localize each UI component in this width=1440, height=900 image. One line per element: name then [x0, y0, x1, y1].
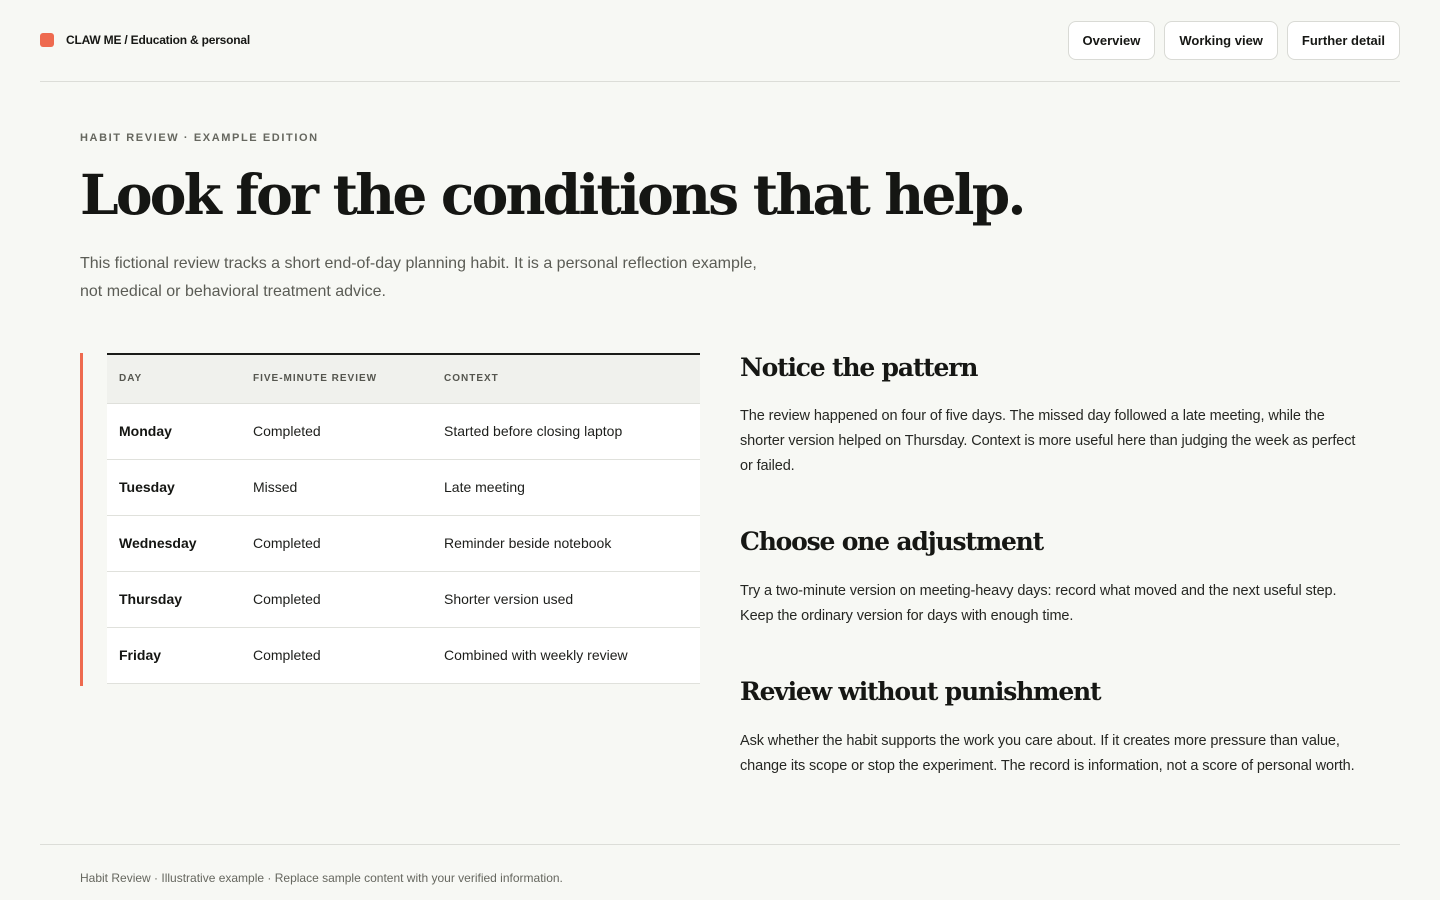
cell-day: Wednesday [107, 515, 241, 571]
nav-further-detail-button[interactable]: Further detail [1287, 21, 1400, 60]
cell-review: Completed [241, 627, 432, 683]
cell-day: Monday [107, 403, 241, 459]
cell-review: Completed [241, 515, 432, 571]
brand[interactable] [40, 33, 250, 47]
table-row [107, 627, 700, 683]
table-row [107, 515, 700, 571]
table-row [107, 571, 700, 627]
column-header-context: CONTEXT [432, 354, 700, 403]
table-row [107, 403, 700, 459]
cell-day: Thursday [107, 571, 241, 627]
note-body-review: Ask whether the habit supports the work you care about. If it creates more pressure than value, change its scope or stop the experiment. The record is information, not a score of personal worth. [740, 733, 1355, 774]
table-row [107, 459, 700, 515]
table-header-row [107, 354, 700, 403]
column-header-review: FIVE-MINUTE REVIEW [241, 354, 432, 403]
habit-table-panel [80, 353, 700, 686]
cell-context: Reminder beside notebook [432, 515, 700, 571]
brand-label: CLAW ME / Education & personal [66, 33, 251, 47]
eyebrow-label: HABIT REVIEW · EXAMPLE EDITION [80, 132, 319, 144]
nav-working-view-button[interactable]: Working view [1164, 21, 1278, 60]
habit-table [107, 353, 700, 684]
cell-context: Late meeting [432, 459, 700, 515]
top-nav [1068, 21, 1400, 60]
intro-paragraph: This fictional review tracks a short end-of-day planning habit. It is a personal reflection example, not medical or behavioral treatment advice. [80, 255, 757, 300]
cell-review: Missed [241, 459, 432, 515]
cell-context: Started before closing laptop [432, 403, 700, 459]
page-title: Look for the conditions that help. [80, 162, 1024, 227]
cell-day: Tuesday [107, 459, 241, 515]
cell-review: Completed [241, 571, 432, 627]
note-title-review: Review without punishment [740, 677, 1101, 706]
column-header-day: DAY [107, 354, 241, 403]
note-body-pattern: The review happened on four of five days. The missed day followed a late meeting, while the shorter version helped on Thursday. Context is more useful here than judging the week as perfect or failed. [740, 408, 1356, 474]
cell-context: Combined with weekly review [432, 627, 700, 683]
footer-text: Habit Review · Illustrative example · Replace sample content with your verified information. [80, 871, 563, 885]
nav-overview-button[interactable]: Overview [1068, 21, 1156, 60]
cell-review: Completed [241, 403, 432, 459]
footer-divider [40, 844, 1400, 845]
brand-logo-square [40, 33, 54, 47]
note-body-adjustment: Try a two-minute version on meeting-heavy days: record what moved and the next useful step. Keep the ordinary version for days with enough time. [740, 583, 1337, 624]
cell-context: Shorter version used [432, 571, 700, 627]
note-title-adjustment: Choose one adjustment [740, 527, 1043, 556]
cell-day: Friday [107, 627, 241, 683]
note-title-pattern: Notice the pattern [740, 353, 978, 382]
